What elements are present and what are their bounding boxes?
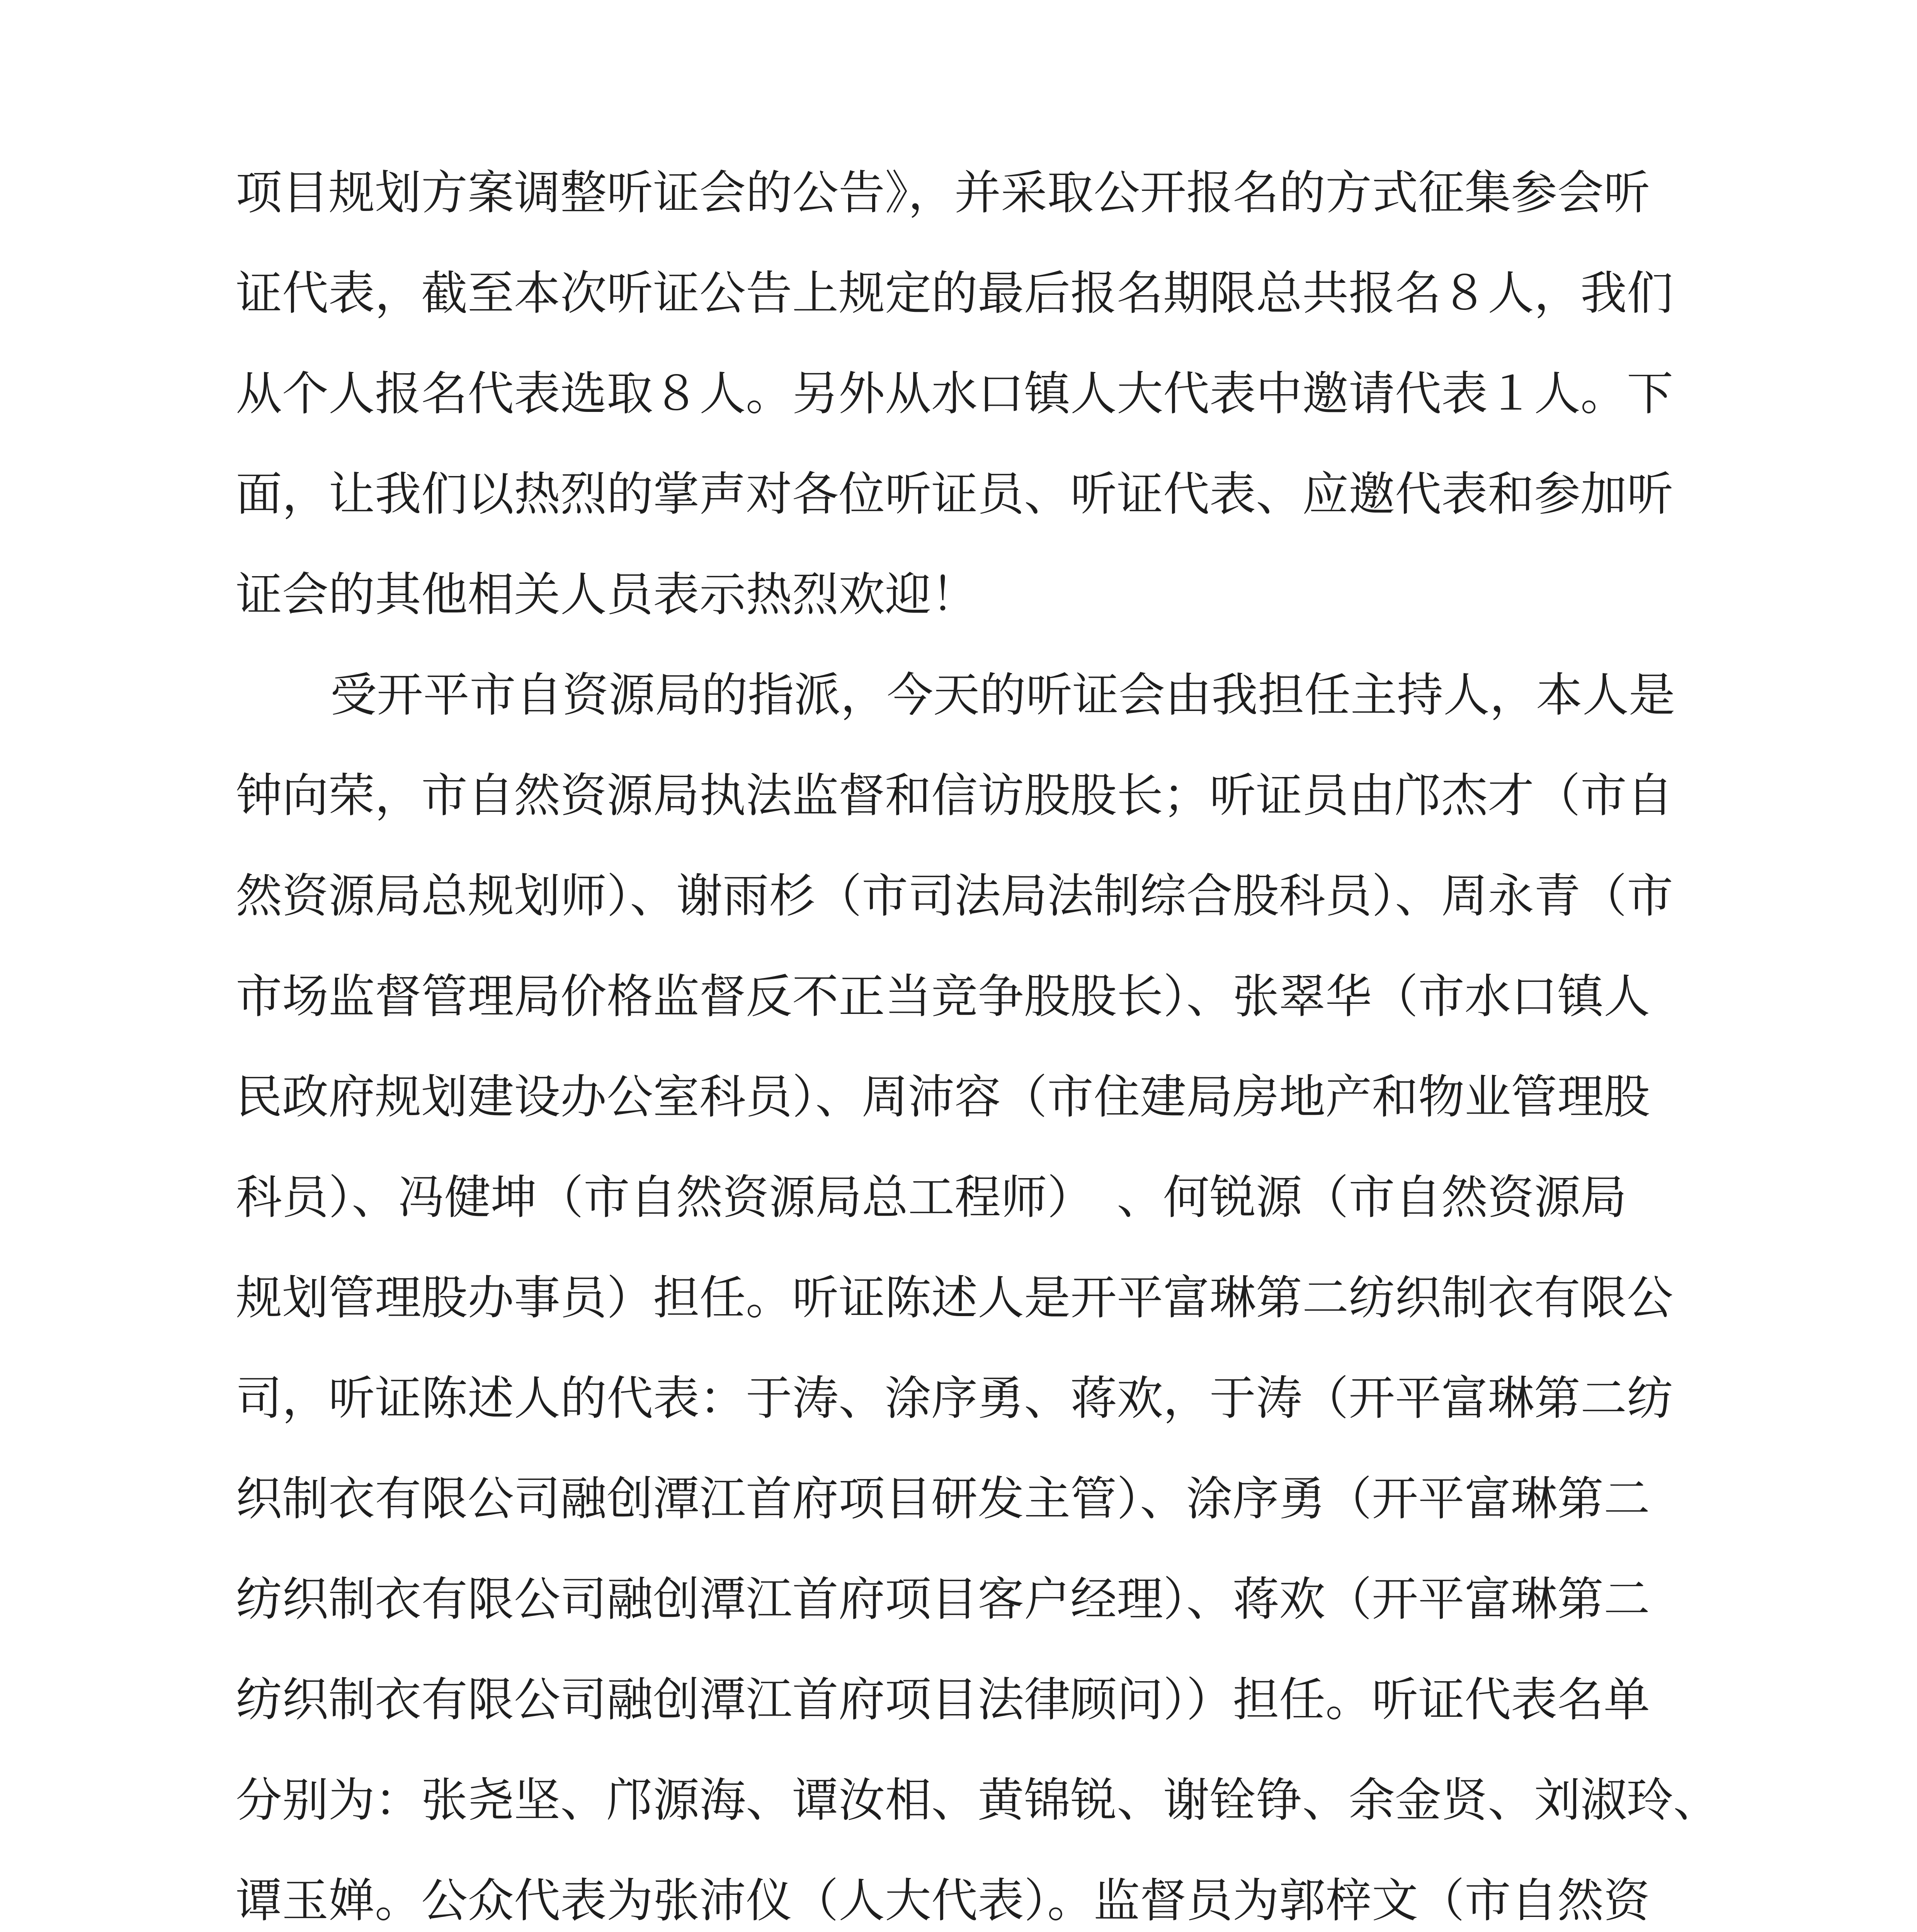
line-text: 织制衣有限公司融创潭江首府项目研发主管）、涂序勇（开平富琳第二 [236, 1472, 1650, 1526]
line-text: 市场监督管理局价格监督反不正当竞争股股长）、张翠华（市水口镇人 [236, 970, 1650, 1024]
line-text: 证代表，截至本次听证公告上规定的最后报名期限总共报名８人，我们 [236, 267, 1673, 320]
line-text: 面，让我们以热烈的掌声对各位听证员、听证代表、应邀代表和参加听 [236, 468, 1673, 521]
line-text: 司，听证陈述人的代表：于涛、涂序勇、蒋欢，于涛（开平富琳第二纺 [236, 1372, 1673, 1425]
paragraph-line [0, 564, 1917, 626]
line-text: 然资源局总规划师）、谢雨杉（市司法局法制综合股科员）、周永青（市 [236, 869, 1673, 923]
paragraph-line [0, 1368, 1917, 1430]
paragraph-line [0, 363, 1917, 425]
line-text: 纺织制衣有限公司融创潭江首府项目法律顾问））担任。听证代表名单 [236, 1673, 1650, 1727]
paragraph-line [0, 1267, 1917, 1329]
line-text: 民政府规划建设办公室科员）、周沛容（市住建局房地产和物业管理股 [236, 1070, 1650, 1124]
line-text: 分别为：张尧坚、邝源海、谭汝相、黄锦锐、谢铨铮、余金贤、刘淑玲、 [236, 1774, 1720, 1827]
line-text: 受开平市自资源局的指派，今天的听证会由我担任主持人，本人是 [330, 668, 1675, 722]
paragraph-line [0, 162, 1917, 224]
line-text: 纺织制衣有限公司融创潭江首府项目客户经理）、蒋欢（开平富琳第二 [236, 1573, 1650, 1626]
paragraph-line [0, 665, 1917, 726]
line-text: 证会的其他相关人员表示热烈欢迎！ [236, 568, 978, 622]
line-text: 规划管理股办事员）担任。听证陈述人是开平富琳第二纺织制衣有限公 [236, 1271, 1673, 1325]
paragraph-line [0, 1870, 1917, 1932]
paragraph-line [0, 464, 1917, 526]
paragraph-line [0, 1569, 1917, 1631]
line-text: 项目规划方案调整听证会的公告》，并采取公开报名的方式征集参会听 [236, 166, 1650, 220]
line-text: 钟向荣，市自然资源局执法监督和信访股股长；听证员由邝杰才（市自 [236, 769, 1673, 823]
paragraph-line [0, 765, 1917, 827]
paragraph-line [0, 866, 1917, 927]
paragraph-line [0, 1167, 1917, 1229]
paragraph-line [0, 1669, 1917, 1731]
line-text: 科员）、冯健坤（市自然资源局总工程师） 、何锐源（市自然资源局 [236, 1171, 1627, 1225]
paragraph-line [0, 966, 1917, 1028]
paragraph-line [0, 263, 1917, 325]
paragraph-line [0, 1468, 1917, 1530]
line-text: 从个人报名代表选取８人。另外从水口镇人大代表中邀请代表１人。下 [236, 367, 1673, 421]
paragraph-line [0, 1066, 1917, 1128]
line-text: 谭玉婵。公众代表为张沛仪（人大代表）。监督员为郭梓文（市自然资 [236, 1874, 1650, 1928]
paragraph-line [0, 1770, 1917, 1832]
